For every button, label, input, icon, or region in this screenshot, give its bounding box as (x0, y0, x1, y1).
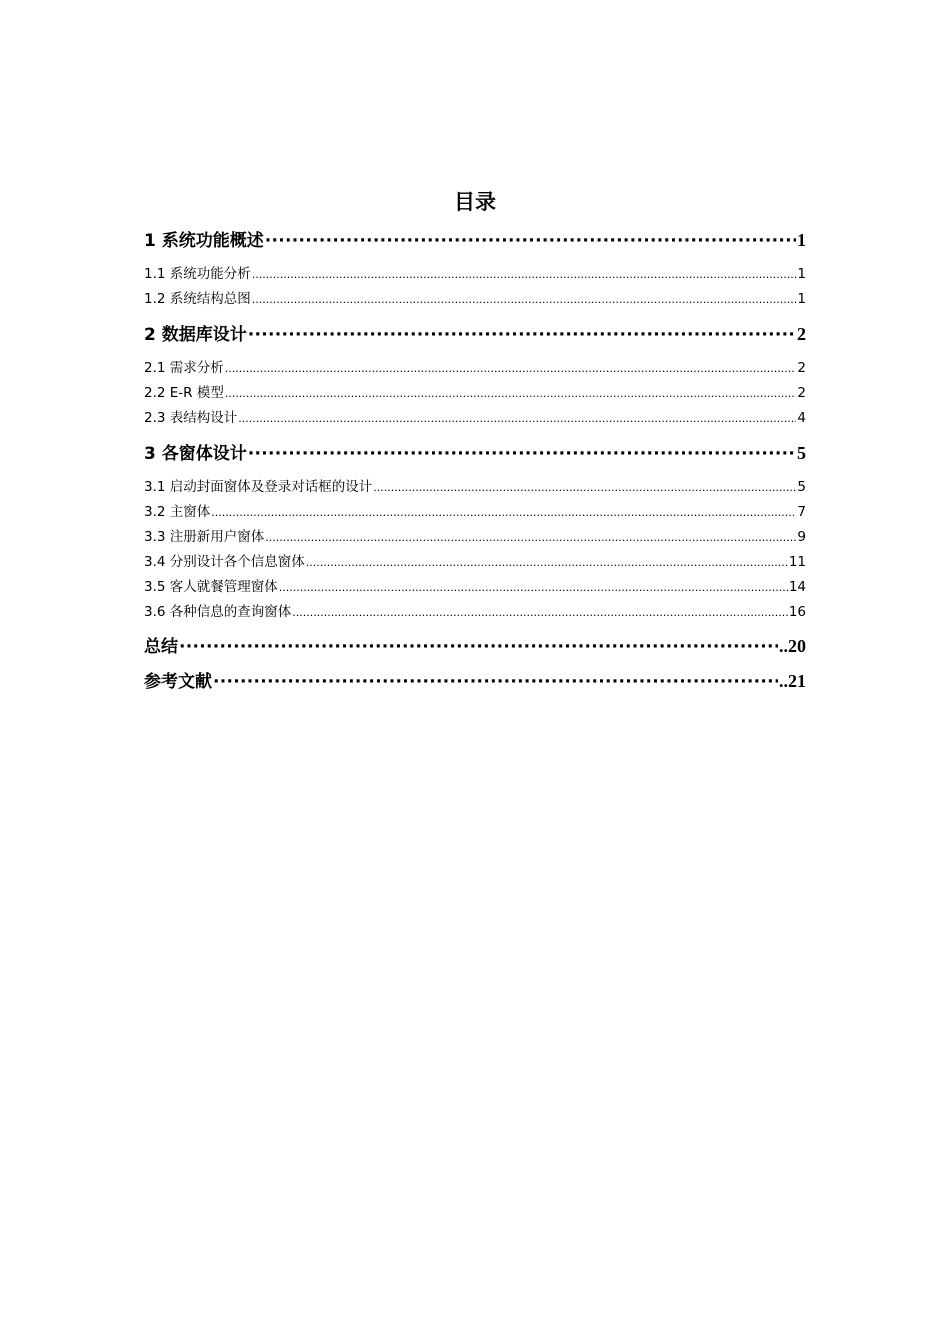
dot-leader (306, 556, 788, 569)
toc-entry-label: 2 数据库设计 (144, 325, 247, 345)
toc-entry[interactable] (144, 600, 806, 620)
toc-entry[interactable] (144, 550, 806, 570)
toc-entry-label: 总结 (144, 637, 178, 657)
dot-leader (225, 387, 797, 400)
toc-entry-label: 参考文献 (144, 672, 212, 692)
toc-entry[interactable] (144, 381, 806, 401)
toc-entry-label: 1.2 系统结构总图 (144, 291, 251, 307)
toc-entry[interactable] (144, 287, 806, 307)
toc-entry-page: 7 (797, 504, 806, 520)
toc-entry-label: 3 各窗体设计 (144, 444, 247, 464)
toc-entry-label: 3.5 客人就餐管理窗体 (144, 579, 278, 595)
toc-entry[interactable] (144, 632, 806, 657)
toc-entry[interactable] (144, 356, 806, 376)
toc-entry-page: 1 (797, 266, 806, 282)
toc-entry-label: 3.3 注册新用户窗体 (144, 529, 265, 545)
toc-entry-page: 5 (797, 443, 806, 463)
toc-entry-page: 1 (797, 291, 806, 307)
toc-entry-page: 14 (788, 579, 806, 595)
toc-entry-label: 3.1 启动封面窗体及登录对话框的设计 (144, 479, 373, 495)
dot-leader (238, 412, 796, 425)
dot-leader (265, 531, 796, 544)
toc-entry[interactable] (144, 667, 806, 692)
toc-entry-page: ..21 (779, 671, 806, 691)
toc-entry-label: 2.2 E-R 模型 (144, 385, 224, 401)
toc-entry-page: ..20 (779, 636, 806, 656)
toc-entry-page: 2 (797, 360, 806, 376)
toc-entry[interactable] (144, 475, 806, 495)
dot-leader (179, 637, 778, 657)
toc-entry[interactable] (144, 525, 806, 545)
toc-entry[interactable] (144, 575, 806, 595)
dot-leader (213, 672, 778, 692)
toc-entry[interactable] (144, 262, 806, 282)
toc-entry[interactable] (144, 320, 806, 345)
toc-entry-label: 3.4 分别设计各个信息窗体 (144, 554, 305, 570)
toc-entry-page: 16 (788, 604, 806, 620)
toc-entry-page: 5 (797, 479, 806, 495)
dot-leader (373, 481, 796, 494)
toc-entry[interactable] (144, 439, 806, 464)
toc-entry-label: 1.1 系统功能分析 (144, 266, 251, 282)
dot-leader (252, 268, 797, 281)
toc-entry-label: 2.1 需求分析 (144, 360, 224, 376)
dot-leader (211, 506, 796, 519)
dot-leader (248, 444, 796, 464)
toc-entry[interactable] (144, 500, 806, 520)
dot-leader (279, 581, 788, 594)
toc-entry-page: 2 (797, 385, 806, 401)
toc-entry-label: 2.3 表结构设计 (144, 410, 238, 426)
dot-leader (252, 293, 797, 306)
dot-leader (248, 325, 796, 345)
toc-entry-page: 2 (797, 324, 806, 344)
dot-leader (225, 362, 797, 375)
toc-entry-label: 3.6 各种信息的查询窗体 (144, 604, 292, 620)
toc-entry[interactable] (144, 406, 806, 426)
dot-leader (265, 231, 796, 251)
toc-entry-page: 11 (788, 554, 806, 570)
toc-entry-label: 3.2 主窗体 (144, 504, 211, 520)
toc-entry-label: 1 系统功能概述 (144, 231, 264, 251)
toc-entry-page: 1 (797, 230, 806, 250)
toc-entry-page: 4 (797, 410, 806, 426)
toc-entry[interactable] (144, 226, 806, 251)
toc-entry-page: 9 (797, 529, 806, 545)
toc-title: 目录 (454, 190, 496, 214)
dot-leader (292, 606, 788, 619)
